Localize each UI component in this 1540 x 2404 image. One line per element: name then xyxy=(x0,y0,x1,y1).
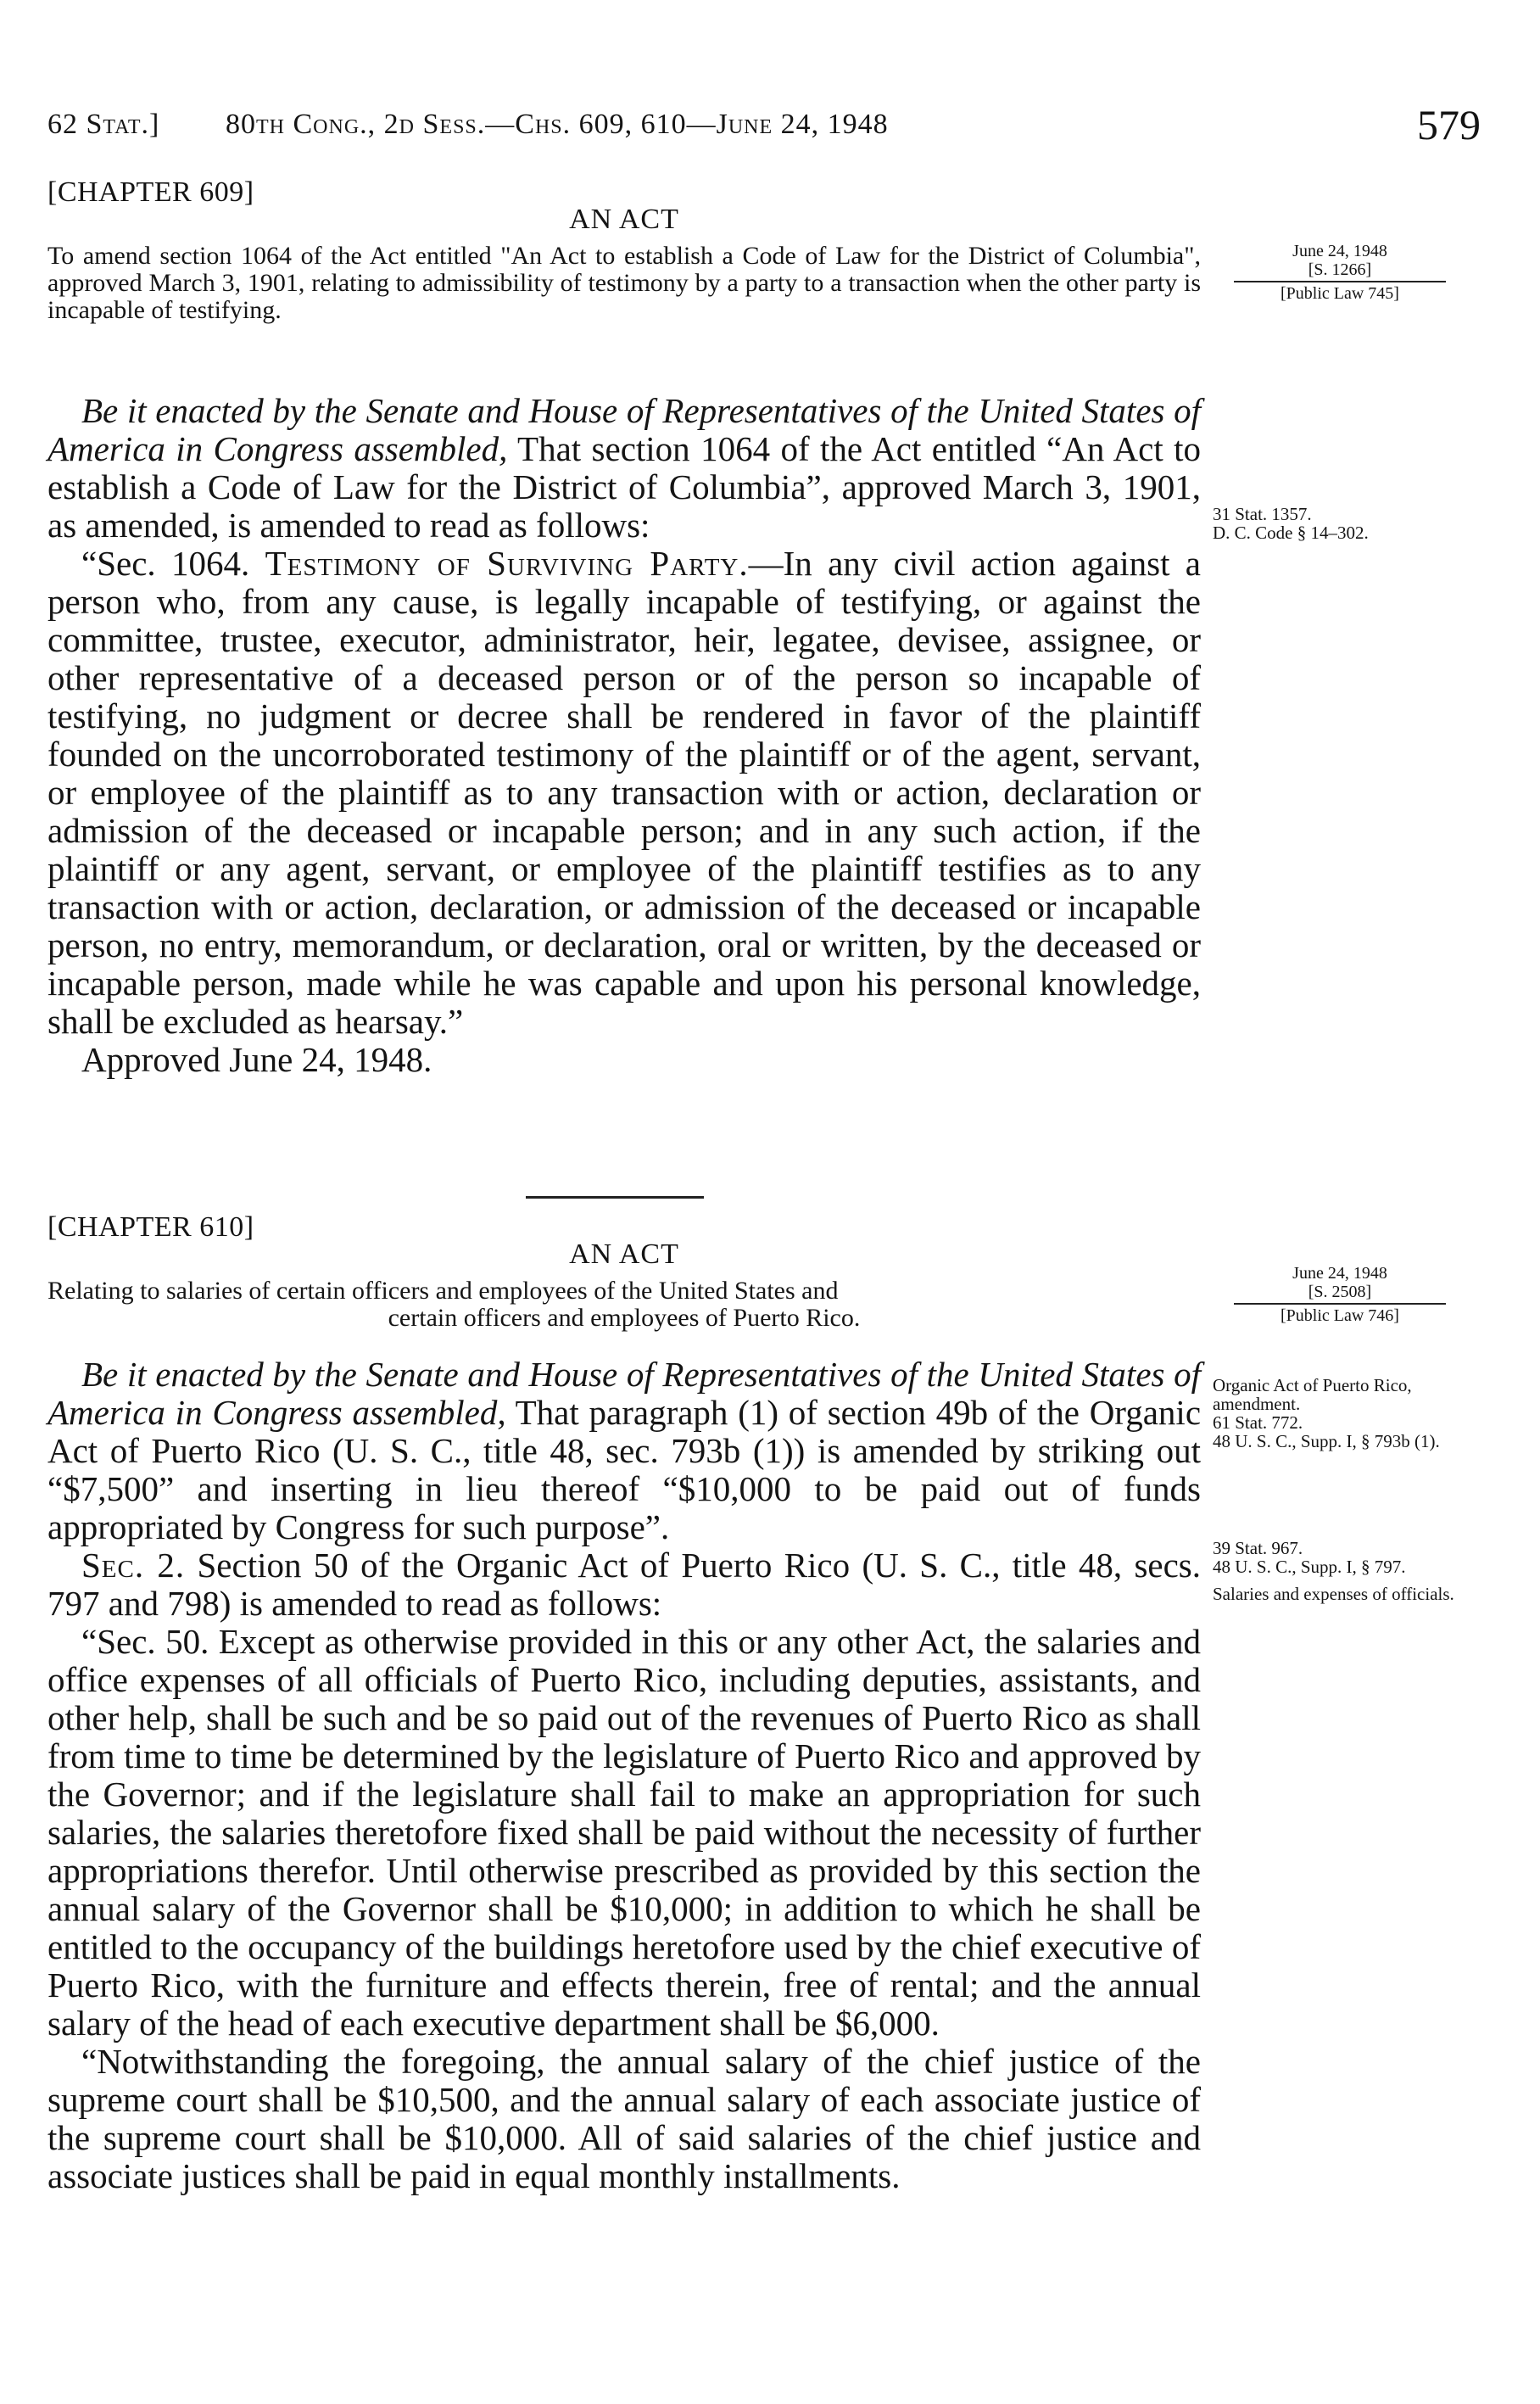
section-2-prefix: Sec. 2. xyxy=(81,1546,186,1585)
section-1064 xyxy=(47,545,1201,1041)
page-number: 579 xyxy=(1417,101,1481,148)
sidenote-date: June 24, 1948 xyxy=(1292,1264,1387,1283)
chapter-divider xyxy=(526,1196,704,1199)
notwithstanding-clause: “Notwithstanding the foregoing, the annual salary of the chief justice of the supreme court shall be $10,500, and the annual salary of each associate justice of the supreme court shall be $10,000. All of said salaries of the chief justice and associate justices shall be paid in equal monthly installments. xyxy=(47,2042,1201,2195)
margin-note-usc-2: 48 U. S. C., Supp. I, § 797. xyxy=(1213,1557,1406,1577)
section-text: —In any civil action against a person who, from any cause, is legally incapable of testifying, or against the committee, trustee, executor, administrator, heir, legatee, devisee, assignee, or other representative of a deceased person or of the person so incapable of testifying, no judgment or decree shall be rendered in favor of the plaintiff founded on the uncorroborated testimony of the plaintiff or of the agent, servant, or employee of the plaintiff as to any transaction with or action, declaration or admission of the deceased or incapable person; and in any such action, if the plaintiff or any agent, servant, or employee of the plaintiff testifies as to any transaction with or action, declaration, or admission of the deceased or incapable person, no entry, memorandum, or declaration, oral or written, by the deceased or incapable person, made while he was capable and upon his personal knowledge, shall be excluded as hearsay.” xyxy=(47,544,1201,1041)
margin-note-usc: 48 U. S. C., Supp. I, § 793b (1). xyxy=(1213,1431,1440,1451)
chapter-610-margin-notes-3 xyxy=(1213,1585,1459,1603)
sidenote-bill: [S. 1266] xyxy=(1308,260,1372,279)
sidenote-public-law: [Public Law 746] xyxy=(1281,1306,1399,1325)
chapter-610 xyxy=(47,1211,1201,1332)
chapter-609-margin-citation xyxy=(1213,505,1459,542)
margin-citation-code: D. C. Code § 14–302. xyxy=(1213,523,1369,543)
session-heading: 80th Cong., 2d Sess.—Chs. 609, 610—June 24, 1948 xyxy=(226,109,889,140)
enacting-clause-italic: Be it enacted by the Senate and House of Representatives of the United States of America in Congress assembled, xyxy=(47,1355,1201,1432)
enacting-clause-text: That paragraph (1) of section 49b of the Organic Act of Puerto Rico (U. S. C., title 48, sec. 793b (1)) is amended by striking out “$7,500” and inserting in lieu thereof “$10,000 to be paid out of funds appropriated by Congress for such purpose”. xyxy=(47,1393,1202,1546)
volume-citation: 62 Stat.] xyxy=(47,109,160,140)
sidenote-rule xyxy=(1234,281,1446,282)
act-title: AN ACT xyxy=(569,1238,679,1270)
sidenote-public-law: [Public Law 745] xyxy=(1281,284,1399,303)
chapter-610-margin-notes-1 xyxy=(1213,1376,1459,1451)
margin-note-salaries: Salaries and expenses of officials. xyxy=(1213,1584,1454,1604)
section-2-text: Section 50 of the Organic Act of Puerto Rico (U. S. C., title 48, secs. 797 and 798) is amended to read as follows: xyxy=(47,1546,1201,1623)
section-prefix: “Sec. 1064. xyxy=(81,544,265,583)
sidenote-date: June 24, 1948 xyxy=(1292,242,1387,260)
margin-citation-stat: 31 Stat. 1357. xyxy=(1213,504,1312,524)
chapter-609-sidenote xyxy=(1213,242,1467,303)
margin-note-stat-2: 39 Stat. 967. xyxy=(1213,1538,1303,1558)
enacting-clause-italic: Be it enacted by the Senate and House of Representatives of the United States of America in Congress assembled, xyxy=(47,391,1201,468)
act-title: AN ACT xyxy=(569,204,679,235)
chapter-610-margin-notes-2 xyxy=(1213,1539,1459,1576)
chapter-610-sidenote xyxy=(1213,1264,1467,1325)
section-2 xyxy=(47,1546,1201,1623)
chapter-609 xyxy=(47,176,1201,324)
sidenote-bill: [S. 2508] xyxy=(1308,1283,1372,1301)
chapter-label: [CHAPTER 610] xyxy=(47,1211,254,1243)
approval-line: Approved June 24, 1948. xyxy=(81,1040,432,1079)
chapter-609-body xyxy=(47,392,1201,1079)
running-head xyxy=(47,101,1481,168)
act-purpose-line-1: Relating to salaries of certain officers and employees of the United States and xyxy=(47,1277,839,1305)
enacting-clause-text: That section 1064 of the Act entitled “An Act to establish a Code of Law for the District of Columbia”, approved March 3, 1901, as amended, is amended to read as follows: xyxy=(47,429,1202,545)
enacting-clause xyxy=(47,1356,1201,1546)
chapter-label: [CHAPTER 609] xyxy=(47,176,254,208)
chapter-610-body xyxy=(47,1356,1201,2195)
act-purpose: To amend section 1064 of the Act entitled "An Act to establish a Code of Law for the District of Columbia", approved March 3, 1901, relating to admissibility of testimony by a party to a transaction when the other party is incapable of testifying. xyxy=(47,242,1201,324)
margin-note-organic-act: Organic Act of Puerto Rico, amendment. xyxy=(1213,1375,1412,1414)
sidenote-rule xyxy=(1234,1303,1446,1305)
act-purpose-line-2: certain officers and employees of Puerto Rico. xyxy=(388,1304,861,1332)
margin-note-stat: 61 Stat. 772. xyxy=(1213,1412,1303,1433)
section-50: “Sec. 50. Except as otherwise provided in this or any other Act, the salaries and office expenses of all officials of Puerto Rico, including deputies, assistants, and other help, shall be such and be so paid out of the revenues of Puerto Rico as shall from time to time be determined by the legislature of Puerto Rico and approved by the Governor; and if the legislature shall fail to make an appropriation for such salaries, the salaries theretofore fixed shall be paid without the necessity of further appropriations therefor. Until otherwise prescribed as provided by this section the annual salary of the Governor shall be $10,000; in addition to which he shall be entitled to the occupancy of the buildings heretofore used by the chief executive of Puerto Rico, with the furniture and effects therein, free of rental; and the annual salary of the head of each executive department shall be $6,000. xyxy=(47,1622,1201,2043)
enacting-clause xyxy=(47,392,1201,545)
section-heading: Testimony of Surviving Party. xyxy=(265,544,749,583)
